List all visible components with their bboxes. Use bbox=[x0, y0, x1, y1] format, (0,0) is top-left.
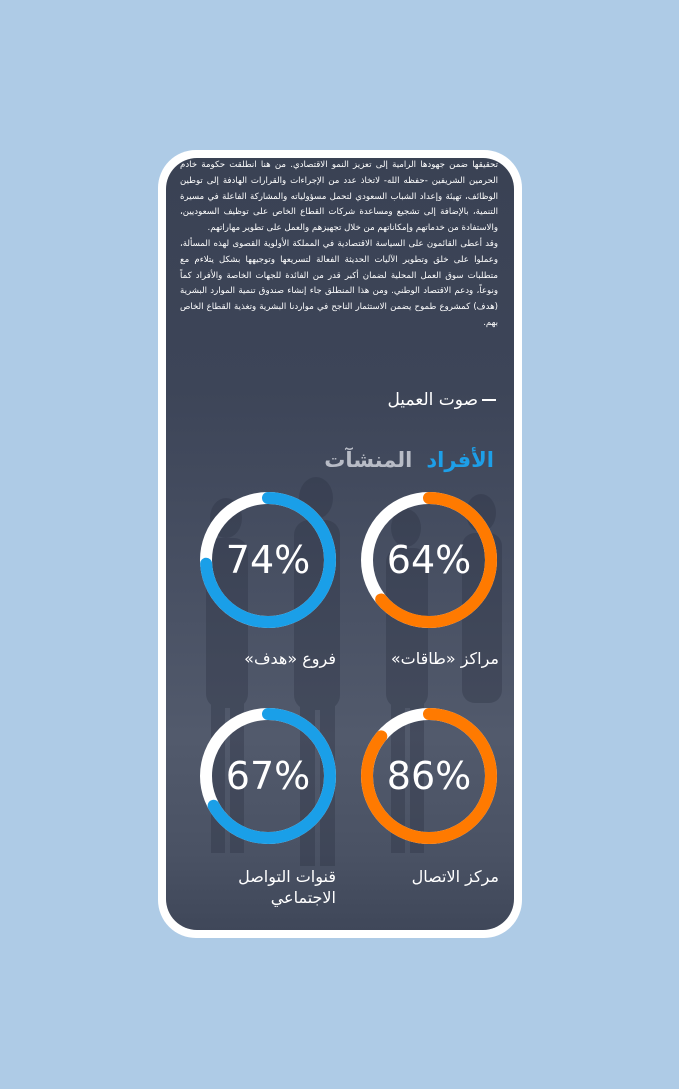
title-dash-icon bbox=[482, 399, 496, 401]
gauge-value: 67% bbox=[225, 754, 311, 798]
intro-paragraph-2: وقد أعطى القائمون على السياسة الاقتصادية في المملكة الأولوية القصوى لهذه المسألة، وعملوا على خلق وتطوير الآليات الحديثة الفعالة لتسريعها وتوجيهها بشكل يتلاءم مع متطلبات سوق العمل المحلية لضمان أكبر قدر من الفائدة للجهات الخاصة والأفراد كماً ونوعاً، ودعم الاقتصاد الوطني. ومن هذا المنطلق جاء إنشاء صندوق تنمية الموارد البشرية (هدف) كمشروع طموح يضمن الاستثمار الناجح في مواردنا البشرية وتغذية القطاع الخاص بهم. bbox=[180, 238, 498, 328]
segment-tabs bbox=[324, 448, 494, 472]
gauge-label: مراكز «طاقات» bbox=[390, 649, 499, 668]
gauge-value: 86% bbox=[386, 754, 472, 798]
tab-establishments[interactable]: المنشآت bbox=[324, 448, 413, 472]
intro-paragraph-1: تحقيقها ضمن جهودها الرامية إلى تعزيز النمو الاقتصادي. من هنا انطلقت حكومة خادم الحرمين الشريفين -حفظه الله- لاتخاذ عدد من الإجراءات والقرارات الهادفة إلى توطين الوظائف، تهيئة وإعداد الشباب السعودي لتحمل مسؤولياته والمشاركة الفاعلة في مسيرة التنمية، بالإضافة إلى تشجيع ومساعدة شركات القطاع الخاص على توظيف السعوديين، والاستفادة من خدماتهم وإمكاناتهم من خلال تجهيزهم والعمل على تطوير مهاراتهم. bbox=[180, 160, 498, 234]
gauge-label: مركز الاتصال bbox=[411, 867, 499, 886]
section-title bbox=[387, 390, 496, 410]
gauge-value: 74% bbox=[225, 538, 311, 582]
gauge-social-channels bbox=[198, 706, 338, 846]
intro-text bbox=[180, 158, 498, 332]
gauge-label: قنوات التواصل الاجتماعي bbox=[238, 867, 336, 907]
gauge-value: 64% bbox=[386, 538, 472, 582]
tab-individuals[interactable]: الأفراد bbox=[426, 448, 494, 472]
gauge-taqat-centers bbox=[359, 490, 499, 630]
gauge-label: فروع «هدف» bbox=[244, 649, 336, 668]
phone-screen bbox=[166, 158, 514, 930]
section-title-text: صوت العميل bbox=[387, 390, 478, 410]
gauge-hadaf-branches bbox=[198, 490, 338, 630]
gauge-call-center bbox=[359, 706, 499, 846]
phone-frame bbox=[158, 150, 522, 938]
